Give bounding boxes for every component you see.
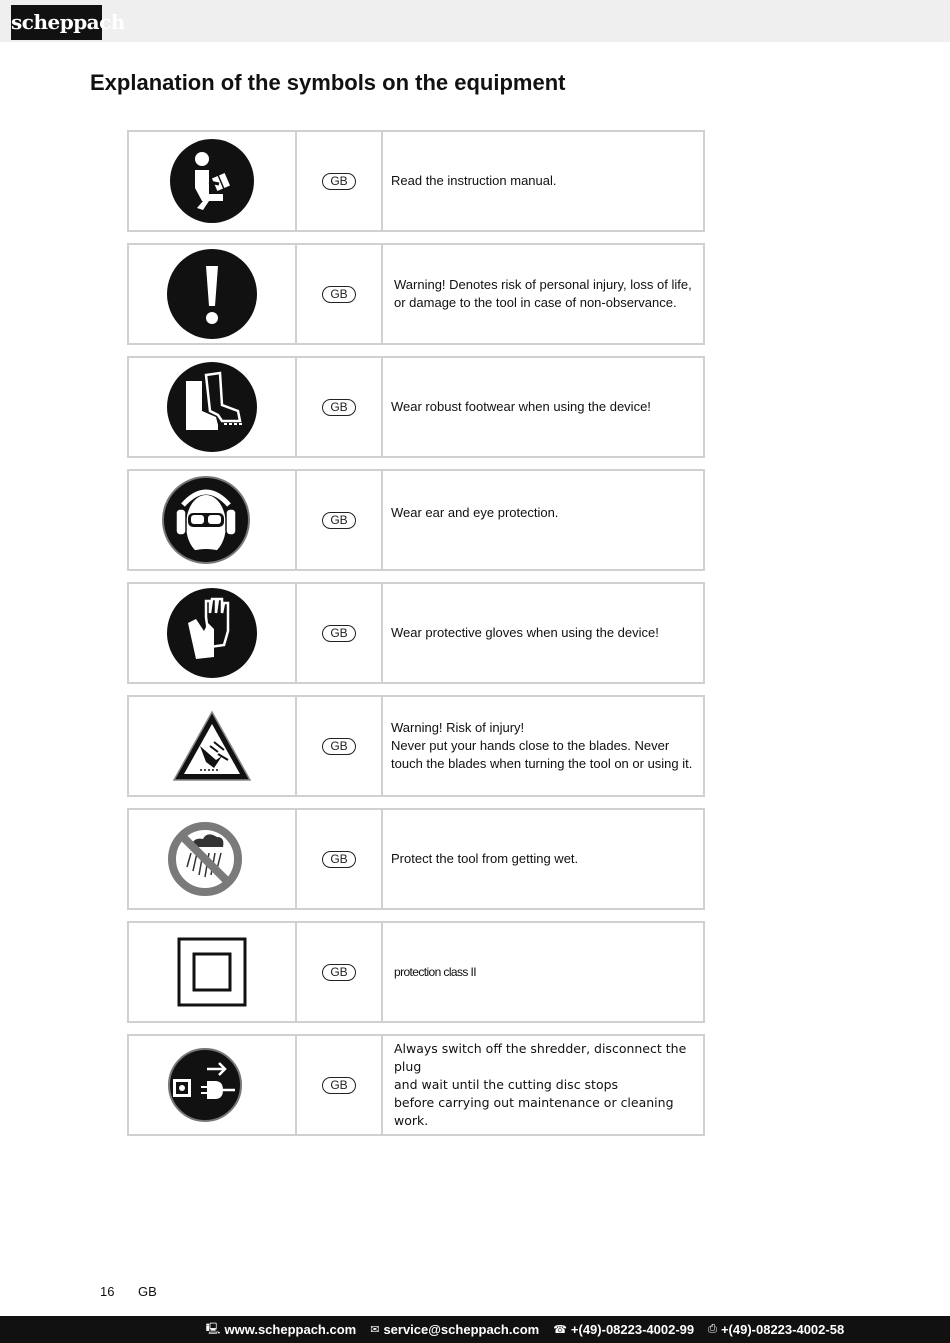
page-number: 16 <box>100 1284 115 1299</box>
read-manual-icon <box>169 138 255 224</box>
symbol-row-unplug <box>127 1034 705 1136</box>
website-link[interactable]: www.scheppach.com <box>224 1322 357 1337</box>
language-badge: GB <box>322 173 355 190</box>
symbol-row-no-rain <box>127 808 705 910</box>
unplug-before-maintenance-icon <box>167 1047 243 1123</box>
no-rain-icon <box>167 821 243 897</box>
language-badge: GB <box>322 512 355 529</box>
symbol-row-protection-class <box>127 921 705 1023</box>
top-bar <box>0 0 950 42</box>
envelope-icon: ✉ <box>370 1324 380 1336</box>
language-badge: GB <box>322 625 355 642</box>
language-badge: GB <box>322 851 355 868</box>
page-title: Explanation of the symbols on the equipment <box>90 70 566 95</box>
email-link[interactable]: service@scheppach.com <box>383 1322 540 1337</box>
ear-eye-protection-icon <box>161 475 251 565</box>
computer-icon: 🖳 <box>205 1323 221 1335</box>
protection-class-ii-icon <box>177 937 247 1007</box>
language-badge: GB <box>322 1077 355 1094</box>
scheppach-logo: scheppach <box>11 5 102 40</box>
symbol-description: Warning! Risk of injury! Never put your hands close to the blades. Never touch the blades when turning the tool on or using it. <box>391 720 693 771</box>
phone-number: +(49)-08223-4002-99 <box>570 1322 695 1337</box>
symbol-row-blade-hazard <box>127 695 705 797</box>
symbol-description: Wear protective gloves when using the device! <box>391 625 659 640</box>
symbol-row-footwear <box>127 356 705 458</box>
blade-hazard-icon <box>170 708 254 784</box>
footer-bar <box>0 1316 950 1343</box>
symbol-description: Wear ear and eye protection. <box>391 505 559 520</box>
symbol-description: Wear robust footwear when using the device! <box>391 399 651 414</box>
symbol-row-warning <box>127 243 705 345</box>
language-badge: GB <box>322 399 355 416</box>
page-language: GB <box>138 1284 157 1299</box>
safety-boots-icon <box>166 361 258 453</box>
symbol-description: protection class II <box>394 965 476 979</box>
symbol-description: Warning! Denotes risk of personal injury, loss of life, or damage to the tool in case of non-observance. <box>394 277 692 310</box>
symbol-description: Read the instruction manual. <box>391 173 557 188</box>
warning-exclamation-icon <box>166 248 258 340</box>
protective-gloves-icon <box>166 587 258 679</box>
fax-icon: ⎙ <box>708 1323 717 1335</box>
symbol-row-gloves <box>127 582 705 684</box>
symbol-description: Always switch off the shredder, disconnect the plug and wait until the cutting disc stops before carrying out maintenance or cleaning work. <box>394 1041 687 1128</box>
language-badge: GB <box>322 964 355 981</box>
symbol-row-ear-eye <box>127 469 705 571</box>
symbol-row-read-manual <box>127 130 705 232</box>
language-badge: GB <box>322 286 355 303</box>
symbol-description: Protect the tool from getting wet. <box>391 851 579 866</box>
fax-number: +(49)-08223-4002-58 <box>720 1322 845 1337</box>
language-badge: GB <box>322 738 355 755</box>
phone-icon: ☎ <box>553 1324 567 1336</box>
